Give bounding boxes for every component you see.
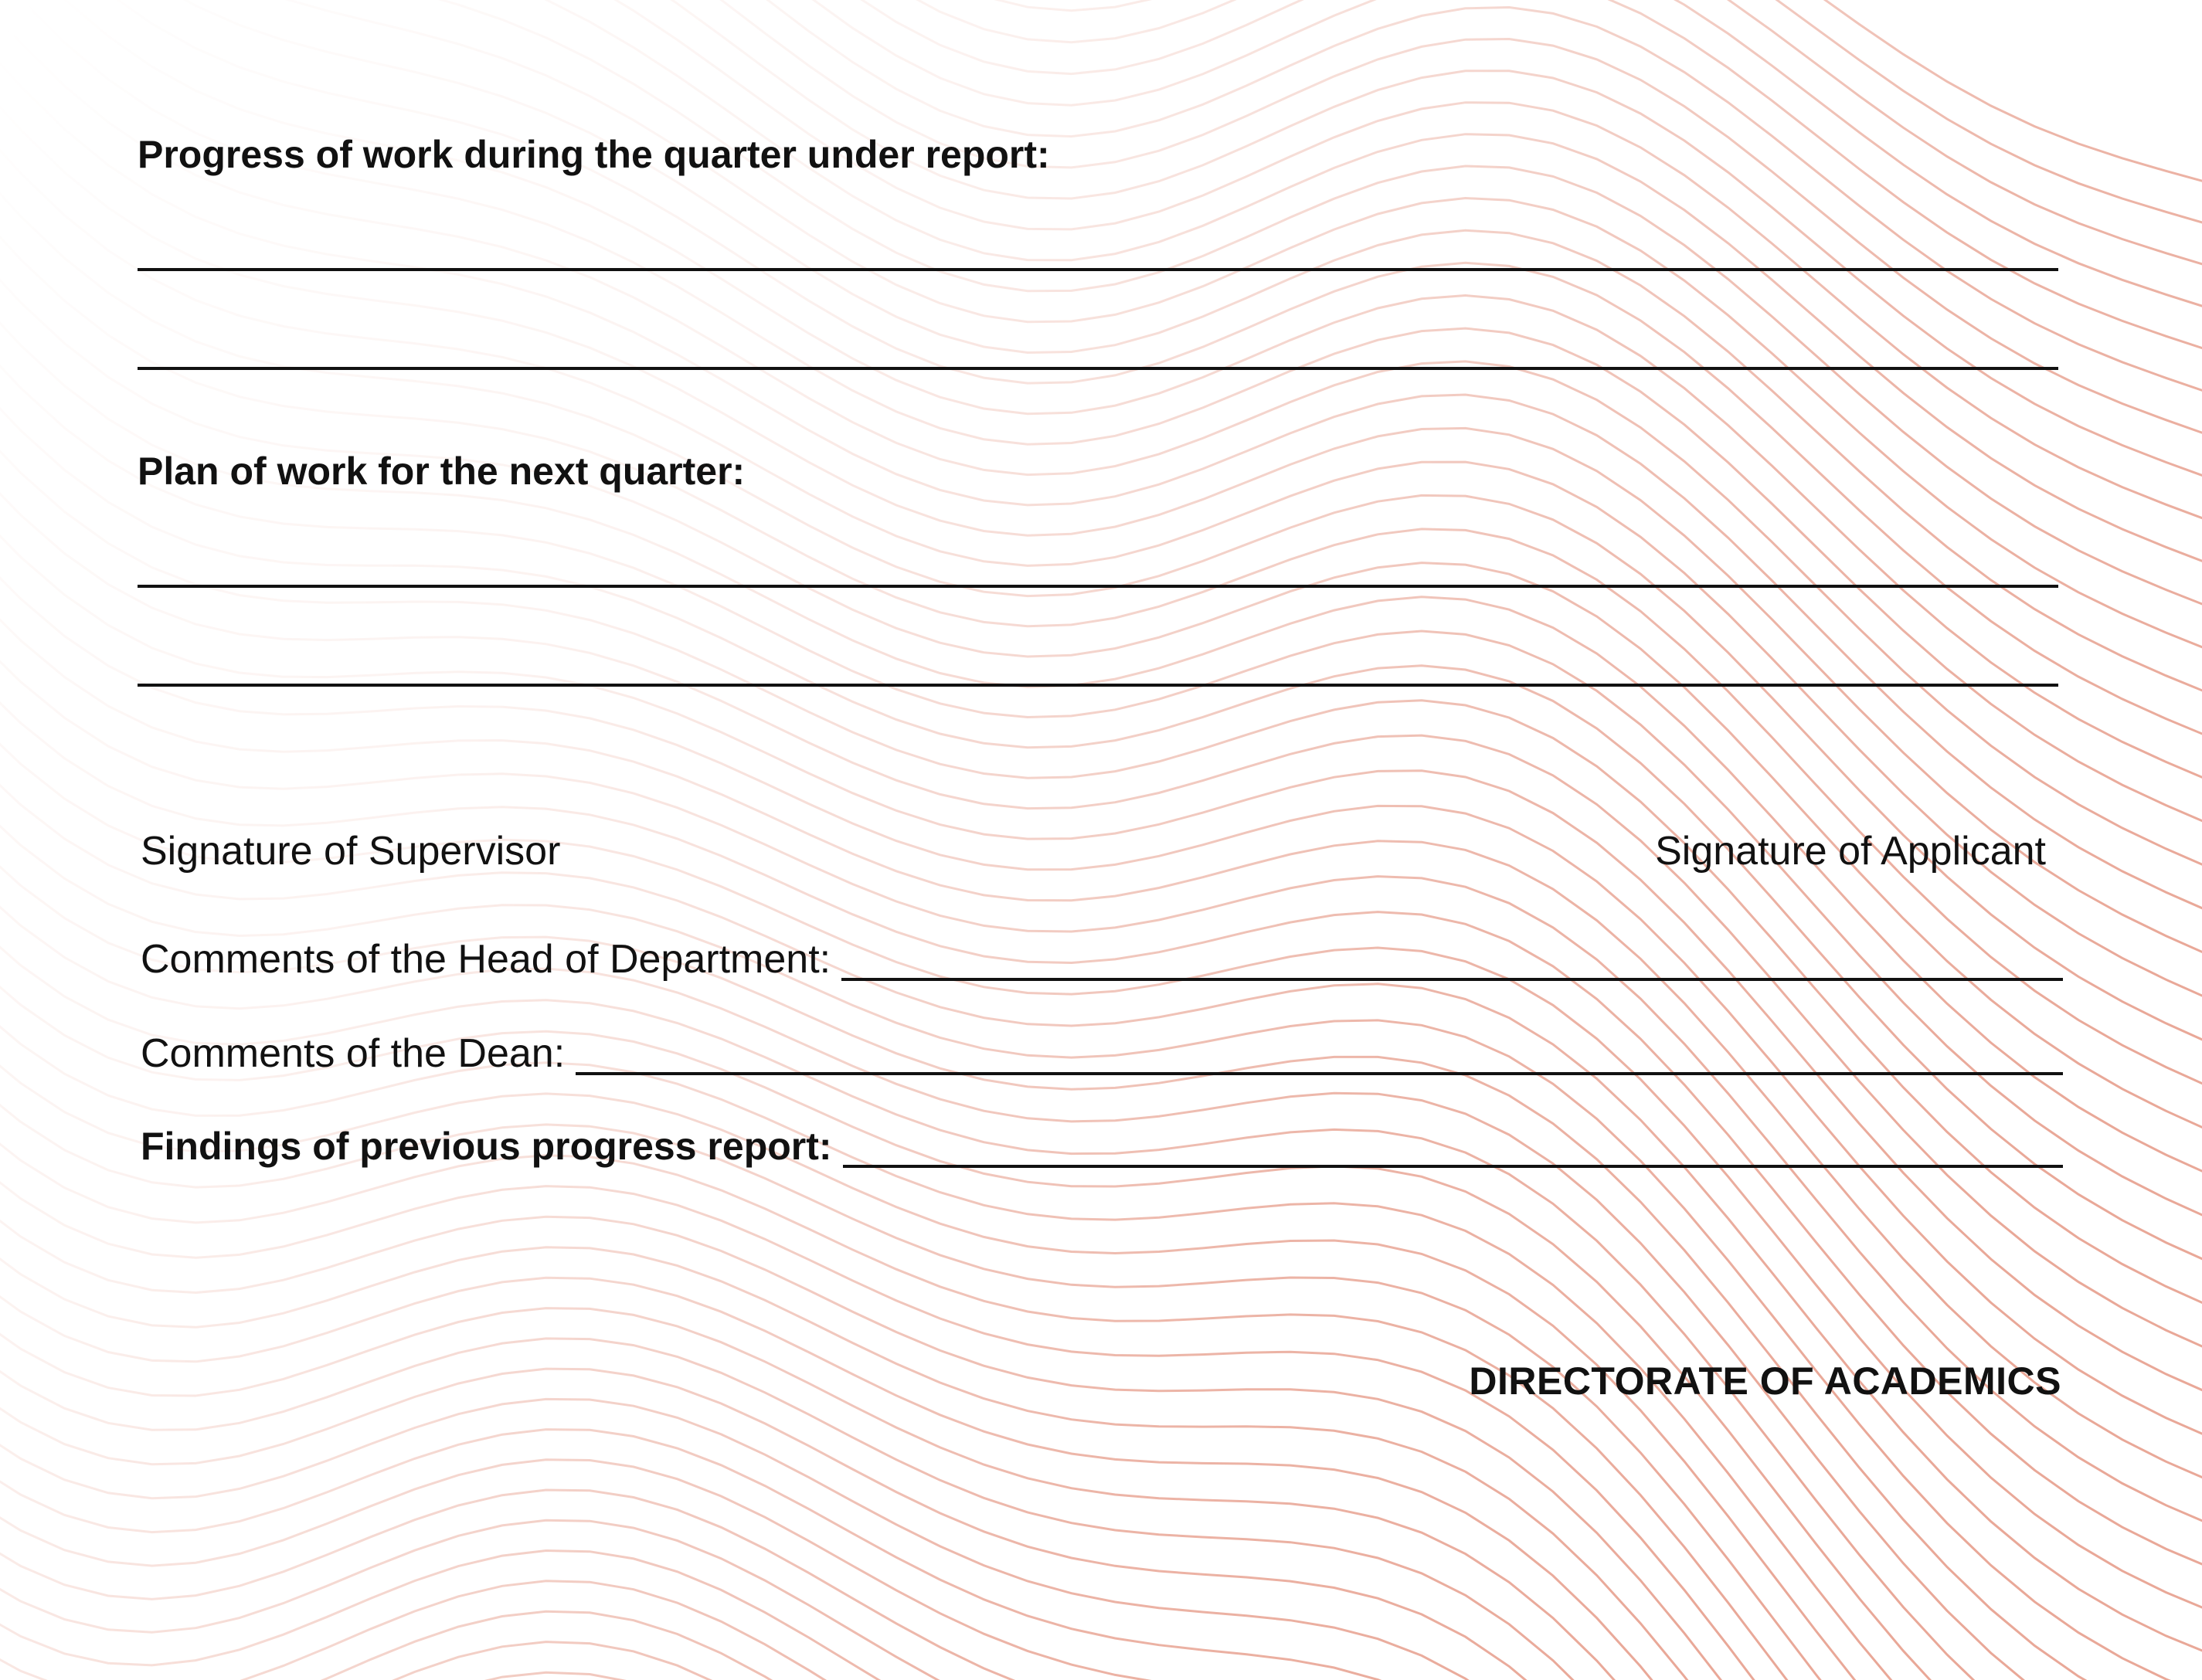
plan-heading: Plan of work for the next quarter: <box>138 450 746 493</box>
supervisor-signature-label: Signature of Supervisor <box>141 829 561 874</box>
hod-comments-label: Comments of the Head of Department: <box>141 937 831 982</box>
plan-line-2[interactable] <box>138 684 2058 687</box>
dean-comments-line[interactable] <box>576 1072 2063 1075</box>
previous-findings-line[interactable] <box>843 1165 2063 1168</box>
dean-comments-label: Comments of the Dean: <box>141 1031 566 1076</box>
progress-line-1[interactable] <box>138 268 2058 271</box>
plan-line-1[interactable] <box>138 585 2058 588</box>
progress-line-2[interactable] <box>138 367 2058 370</box>
hod-comments-line[interactable] <box>841 978 2063 981</box>
hod-comments-field[interactable] <box>141 928 2063 983</box>
previous-findings-label: Findings of previous progress report: <box>141 1125 832 1168</box>
organization-name: DIRECTORATE OF ACADEMICS <box>1469 1359 2061 1403</box>
applicant-signature-label: Signature of Applicant <box>1655 829 2046 874</box>
previous-findings-field[interactable] <box>141 1115 2063 1169</box>
progress-heading: Progress of work during the quarter under report: <box>138 133 1050 176</box>
dean-comments-field[interactable] <box>141 1023 2063 1077</box>
